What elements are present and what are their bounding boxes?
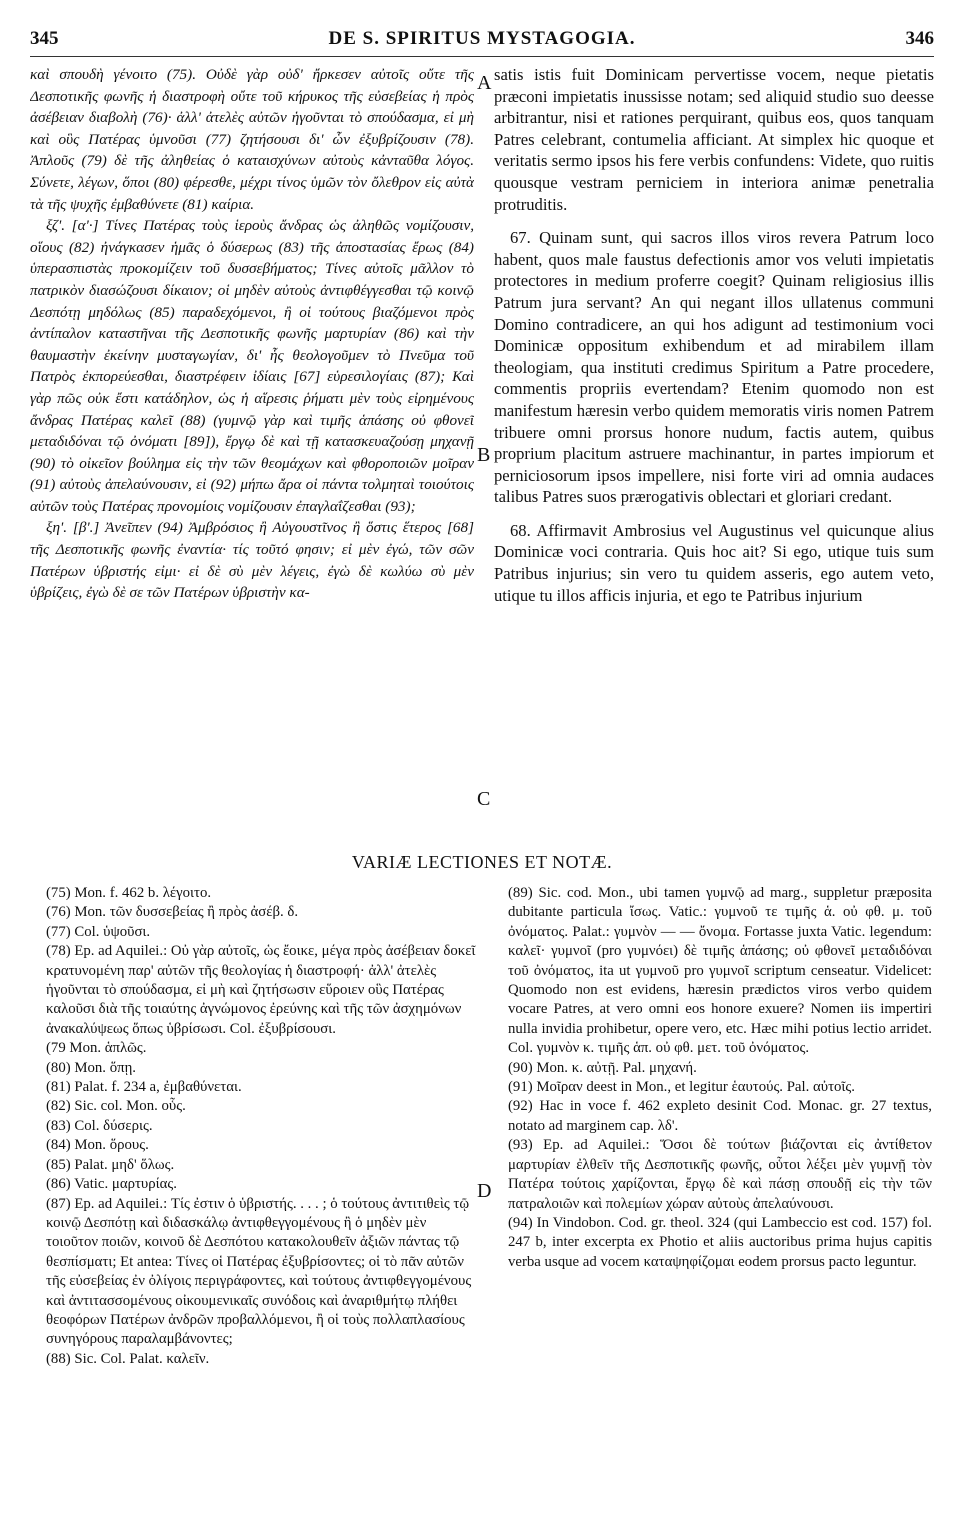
notes-heading: VARIÆ LECTIONES ET NOTÆ. xyxy=(351,852,613,872)
notes-left-column xyxy=(46,884,478,1369)
greek-text-column xyxy=(30,64,474,604)
margin-marker: B xyxy=(477,444,491,466)
note: (93) Ep. ad Aquilei.: Ὅσοι δὲ τούτων βιάζονται εἰς ἀντίθετον μαρτυρίαν ἐλθεῖν τῆς Δεσποτικῆς φωνῆς, οὗτοι λέξει μὲν γυμνῇ τὸν Πατέρα τούτοις χαρίζονται, ἔργῳ δὲ καὶ πάσῃ σπουδῇ εἰς τὴν τῶν πατραλοιῶν καὶ πολεμίων χώραν αὐτοὺς ἀπελαύνουσι. xyxy=(508,1137,932,1212)
note: (87) Ep. ad Aquilei.: Τίς ἐστιν ὁ ὑβριστής. . . . ; ὁ τούτους ἀντιτιθεὶς τῷ κοινῷ Δεσπότῃ καὶ διδασκάλῳ ἀντιφθεγγομένους ἢ ὁ μηδὲν μὲν τοιοῦτον ποιῶν, κοινοῦ δὲ Δεσπότου κατακολουθεῖν ἀξιῶν πάντας τῷ θεσπίσματι; Et antea: Τίνες οἱ Πατέρας ἐξυβρίσοντες; οἱ τὸ πᾶν αὐτῶν τῆς εὐσεβείας ἐν ὀλίγοις περιγράφοντες, καὶ τούτους ἀντιφθεγγομένους καὶ ἀντιτασσομένους οἰκουμενικαῖς συνόδοις καὶ ἀναριθμήτῳ πλήθει θεοφόρων Πατέρων ἀνδρῶν προβαλλόμενοι, ἢ οἱ τοὺς πολλαπλασίους συνηγόρους παραλαμβάνοντες; xyxy=(46,1195,472,1348)
page-number-right: 346 xyxy=(905,28,934,49)
greek-paragraph: ξζ'. [α'·] Τίνες Πατέρας τοὺς ἱεροὺς ἄνδρας ὡς ἀληθῶς νομίζουσιν, οἵους (82) ἠνάγκασεν ἡμᾶς ὁ δύσερως (83) τῆς ἀποστασίας ἔρως (84) ὑπερασπιστὰς προκομίζειν τοῦ δυσσεβήματος; Τίνες αὐτοῖς μᾶλλον τὸ πατρικὸν διασώζουσι δίκαιον; οἱ μηδὲν αὐτοὺς ἀντιφθέγγεσθαι τῷ κοινῷ Δεσπότῃ μηδόλως (85) παραδεχόμενοι, ἢ οἱ τούτους βιαζόμενοι πρὸς ἀντίπαλον καταστῆναι τῆς Δεσποτικῆς φωνῆς μαρτυρίαν (86) καὶ τὴν θαυμαστὴν ἐκείνην μυσταγωγίαν, δι' ἧς θεολογοῦμεν τὸ Πνεῦμα τοῦ Πατρὸς ἐκπορεύεσθαι, διαστρέφειν ἰδίαις [67] εὑρεσιλογίαις (87); Καὶ γὰρ πῶς οὐκ ἔστι κατάδηλον, ὡς ἡ αἵρεσις ῥήματι μὲν τοὺς εἰρημένους ἄνδρας Πατέρας καλεῖ (88) (γυμνῷ γὰρ καὶ τιμῆς ἁπάσης οὐ φθονεῖ μεταδιδόναι τῷ ὀνόματι [89]), ἔργῳ δὲ καὶ τῇ κατασκευαζούσῃ μηχανῇ (90) τὸ οἰκεῖον βούλημα εἰς τὴν τῶν θεομάχων καὶ φθοροποιῶν μοῖραν (91) αὐτοὺς ἀπελαύνουσιν, εἰ (92) μήπω ἄρα οἱ πάντα τολμηταὶ τοιούτοις αὐτῶν τοὺς Πατέρας προνομίοις νομίζουσιν ἐπαγλαΐζεσθαι (93); xyxy=(30,217,474,515)
page-number-left: 345 xyxy=(30,28,59,49)
latin-paragraph: 67. Quinam sunt, qui sacros illos viros revera Patrum loco habent, quos male faustus defectionis amor vos veluti impietatis protectores in medium proferre coegit? Quinam religiosius illis Patrum jura servant? An qui negant illos ullatenus communi Domino contradicere, an qui hos adigunt ad testimonium voci Dominicæ oppositum exhibendum et ad mirabilem illam theologiam, qua instituti credimus Spiritum a Patre procedere, commentis propriis evertendam? Etenim quomodo non est manifestum hæresin verbo quidem memoratis viris nomen Patrem tribuere omni prorsus honore nudum, factis autem, quibus proprium placitum astruere machinantur, in partes impiorum et perniciosorum ipsos impellere, nisi forte viri ad omnia audaces talibus Patres suos prærogativis oblectari et gloriari credant. xyxy=(494,228,934,507)
note: (83) Col. δύσερις. xyxy=(46,1117,153,1134)
running-header xyxy=(30,28,934,57)
note: (91) Μοῖραν deest in Mon., et legitur ἑαυτούς. Pal. αὐτοῖς. xyxy=(508,1079,855,1096)
margin-marker: C xyxy=(477,788,491,810)
note: (88) Sic. Col. Palat. καλεῖν. xyxy=(46,1350,210,1367)
note: (82) Sic. col. Mon. οὗς. xyxy=(46,1098,186,1115)
notes-right-column xyxy=(508,884,932,1272)
latin-paragraph: 68. Affirmavit Ambrosius vel Augustinus vel quicunque alius Dominicæ voci contraria. Quis hoc ait? Si ego, utique tuis sum Patribus injurius; sin vero tu quidem asseris, ego autem veto, utique tu illos afficis injuria, et ego te Patribus injurium xyxy=(494,520,934,605)
margin-marker: A xyxy=(477,72,492,94)
note: (92) Hac in voce f. 462 expleto desinit Cod. Monac. gr. 27 textus, notato ad marginem cap. λδ'. xyxy=(508,1098,932,1134)
note: (85) Palat. μηδ' ὅλως. xyxy=(46,1156,175,1173)
note: (84) Mon. ὅρους. xyxy=(46,1137,149,1154)
latin-paragraph: satis istis fuit Dominicam pervertisse vocem, neque pietatis præconi impietatis inussisse notam; sed aliquid studio suo deesse arbitrantur, nisi et rationes perquirant, quibus eos, quos tanquam Patres celebrant, contumelia afficiant. At simplex hic quoque et veritatis sermo ipsos his fere verbis confundens: Videte, quo ruitis quousque vestram perniciem in interiora animæ penetralia protruditis. xyxy=(494,65,934,214)
note: (94) In Vindobon. Cod. gr. theol. 324 (qui Lambeccio est cod. 157) fol. 247 b, inter excerpta ex Photio et aliis auctoribus prima hujus capitis verba usque ad vocem καταψηφίζομαι eodem prorsus pacto leguntur. xyxy=(508,1214,932,1270)
note: (89) Sic. cod. Mon., ubi tamen γυμνῷ ad marg., suppletur præposita dubitante particula ἴσως. Vatic.: γυμνοῦ τε τιμῆς ἁ. οὐ φθ. μ. τοῦ ὀνόματος. Palat.: γυμνὸν — — ὄνομα. Fortasse juxta Vatic. legendum: καλεῖ· γυμνοῖ (pro γυμνόει) δὲ τιμῆς ἁπάσης; οὐ φθονεῖ μεταδιδόναι τοῦ ὀνόματος, ita ut γυμνοῦ pro γυμνοῖ scriptum censeatur. Videlicet: Quomodo non est evidens, hæresin prædictos viros verbo quidem vocare Patres, at vero omni eos honore exuere? Nomen iis impertiri nulla invidia prohibetur, opere vero, etc. Hæc mihi potius lectio arridet. Col. γυμνὸν κ. τιμῆς ἁπ. οὐ φθ. μετ. τοῦ ὀνόματος. xyxy=(508,885,932,1057)
note: (80) Mon. ὅπῃ. xyxy=(46,1059,137,1076)
note: (81) Palat. f. 234 a, ἐμβαθύνεται. xyxy=(46,1079,242,1096)
greek-paragraph: καὶ σπουδὴ γένοιτο (75). Οὐδὲ γὰρ οὐδ' ἤρκεσεν αὐτοῖς οὔτε τῆς Δεσποτικῆς φωνῆς ἡ διαστροφὴ οὔτε τοῦ κήρυκος τῆς εὐσεβείας ἡ πρὸς ἀσέβειαν διαβολὴ (76)· ἀλλ' ἀτελὲς αὐτῶν ἡγοῦνται τὸ σπούδασμα, εἰ μὴ καὶ οὓς Πατέρας ὑμνοῦσι (77) ζητήσουσι δι' ὧν ἐξυβρίζουσιν (78). Ἀπλοῦς (79) δὲ τῆς ἀληθείας ὁ καταισχύνων αὐτοὺς κἀνταῦθα λόγος. Σύνετε, λέγων, ὅποι (80) φέρεσθε, μέχρι τίνος ὑμῶν τὸν ὄλεθρον εἰς αὐτὰ τὰ τῆς ψυχῆς ἐμβαθύνετε (81) καίρια. xyxy=(30,66,474,213)
margin-marker: D xyxy=(477,1180,492,1202)
greek-paragraph: ξη'. [β'.] Ἀνεῖπεν (94) Ἀμβρόσιος ἢ Αὐγουστῖνος ἢ ὅστις ἕτερος [68] τῆς Δεσποτικῆς φωνῆς ἐναντία· τίς τοῦτό φησιν; εἰ μὲν ἐγώ, τῶν σῶν Πατέρων ὑβριστής εἰμι· εἰ δὲ σὺ μὲν λέγεις, ἐγὼ δὲ κωλύω σὺ μὲν ὑβρίζεις, ἐγὼ δὲ σε τῶν Πατέρων ὑβριστὴν κα- xyxy=(30,519,474,602)
note: (75) Mon. f. 462 b. λέγοιτο. xyxy=(46,885,212,901)
note: (79 Mon. ἁπλῶς. xyxy=(46,1040,147,1057)
page xyxy=(30,28,934,1528)
latin-text-column xyxy=(494,64,934,606)
note: (78) Ep. ad Aquilei.: Οὐ γὰρ αὐτοῖς, ὡς ἔοικε, μέγα πρὸς ἀσέβειαν δοκεῖ κρατυνομένη παρ' αὐτῶν τῆς θεολογίας ἡ διαστροφή· ἀλλ' ἀτελὲς ἡγοῦνται τὸ σπούδασμα, εἰ μὴ καὶ ζητήσωσιν εὕροιεν οὓς Πατέρας καλοῦσι διὰ τῆς τοιαύτης ἀγνώμονος ἐρεύνης καὶ τῆς τῶν ἀσχημόνων ἀνακαλύψεως ὅπως ὑβρίσωσι. Col. ἐξυβρίσουσι. xyxy=(46,943,476,1037)
note: (77) Col. ὑψοῦσι. xyxy=(46,923,151,940)
note: (86) Vatic. μαρτυρίας. xyxy=(46,1176,177,1193)
running-title: DE S. SPIRITUS MYSTAGOGIA. xyxy=(328,28,636,49)
note: (76) Mon. τῶν δυσσεβείας ἢ πρὸς ἀσέβ. δ. xyxy=(46,904,299,921)
note: (90) Mon. κ. αὐτῇ. Pal. μηχανή. xyxy=(508,1059,697,1076)
